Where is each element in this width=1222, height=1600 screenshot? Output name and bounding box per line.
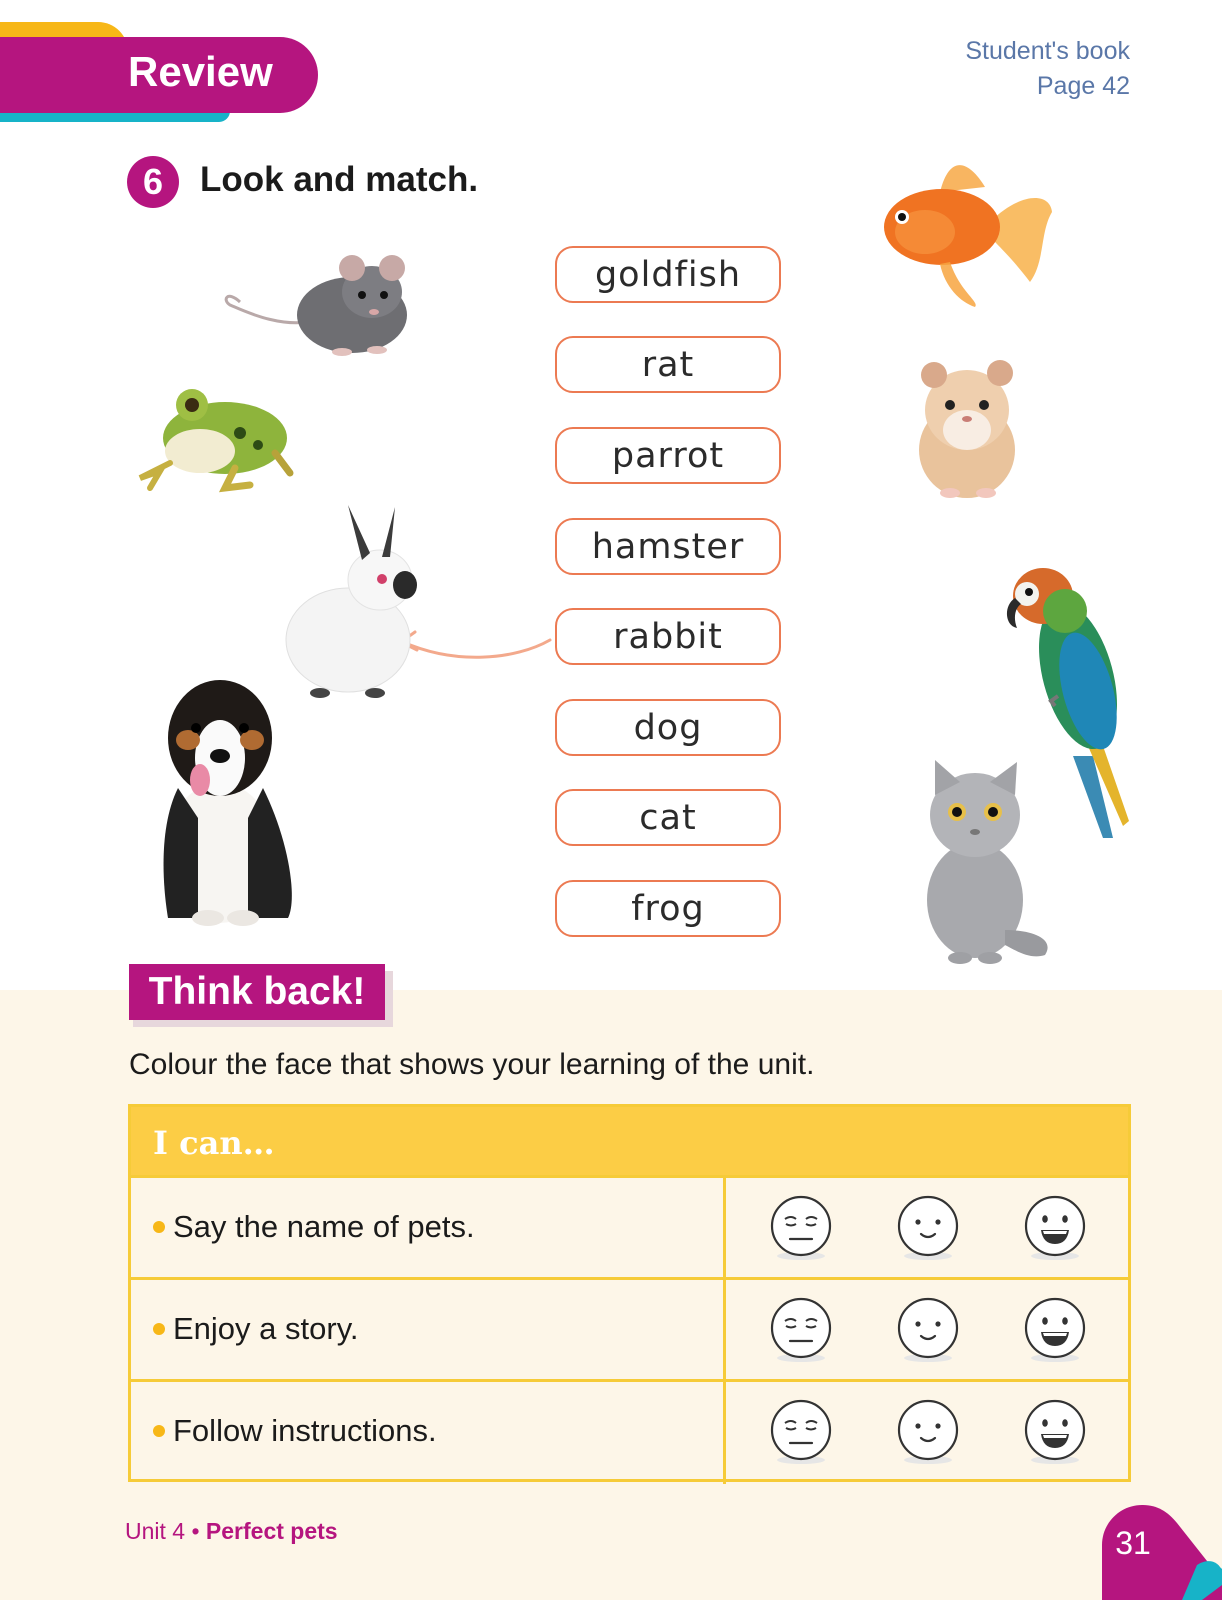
footer-unit-prefix: Unit 4 •	[125, 1518, 200, 1544]
section-title: Review	[128, 48, 273, 95]
unsure-face-icon[interactable]	[767, 1194, 835, 1262]
cat-picture[interactable]	[905, 760, 1065, 965]
smiling-face-icon[interactable]	[894, 1398, 962, 1466]
activity-title: Look and match.	[200, 160, 479, 199]
word-box-cat[interactable]: cat	[555, 789, 781, 846]
laughing-face-icon[interactable]	[1021, 1296, 1089, 1364]
smiling-face-icon[interactable]	[894, 1194, 962, 1262]
row-divider	[723, 1178, 726, 1277]
can-statement: Say the name of pets.	[173, 1209, 475, 1244]
word-box-parrot[interactable]: parrot	[555, 427, 781, 484]
word-box-hamster[interactable]: hamster	[555, 518, 781, 575]
i-can-header-text: I can…	[153, 1124, 275, 1162]
word-box-frog[interactable]: frog	[555, 880, 781, 937]
table-row	[131, 1280, 1128, 1382]
bullet-icon	[153, 1425, 165, 1437]
frog-picture[interactable]	[130, 383, 295, 493]
unsure-face-icon[interactable]	[767, 1398, 835, 1466]
activity-number-badge: 6	[127, 156, 179, 208]
row-divider	[723, 1280, 726, 1379]
row-divider	[723, 1382, 726, 1484]
can-statement: Enjoy a story.	[173, 1311, 359, 1346]
word-box-rat[interactable]: rat	[555, 336, 781, 393]
book-ref-line2: Page 42	[1036, 72, 1130, 100]
word-box-rabbit[interactable]: rabbit	[555, 608, 781, 665]
think-back-title: Think back!	[129, 964, 385, 1020]
dog-picture[interactable]	[138, 668, 310, 930]
rat-picture[interactable]	[222, 250, 412, 360]
footer-unit	[125, 1518, 338, 1545]
hamster-picture[interactable]	[912, 355, 1022, 500]
book-ref-line1: Student's book	[965, 37, 1130, 65]
think-back-instruction: Colour the face that shows your learning of the unit.	[129, 1048, 815, 1081]
bullet-icon	[153, 1323, 165, 1335]
word-box-dog[interactable]: dog	[555, 699, 781, 756]
table-row	[131, 1178, 1128, 1280]
i-can-table	[128, 1104, 1131, 1482]
word-box-goldfish[interactable]: goldfish	[555, 246, 781, 303]
can-statement: Follow instructions.	[173, 1413, 437, 1448]
book-reference	[965, 34, 1130, 104]
laughing-face-icon[interactable]	[1021, 1194, 1089, 1262]
bullet-icon	[153, 1221, 165, 1233]
unsure-face-icon[interactable]	[767, 1296, 835, 1364]
laughing-face-icon[interactable]	[1021, 1398, 1089, 1466]
i-can-header	[131, 1107, 1128, 1178]
page-number: 31	[1115, 1525, 1151, 1561]
smiling-face-icon[interactable]	[894, 1296, 962, 1364]
goldfish-picture[interactable]	[880, 152, 1055, 312]
footer-unit-name: Perfect pets	[205, 1518, 338, 1544]
table-row	[131, 1382, 1128, 1484]
